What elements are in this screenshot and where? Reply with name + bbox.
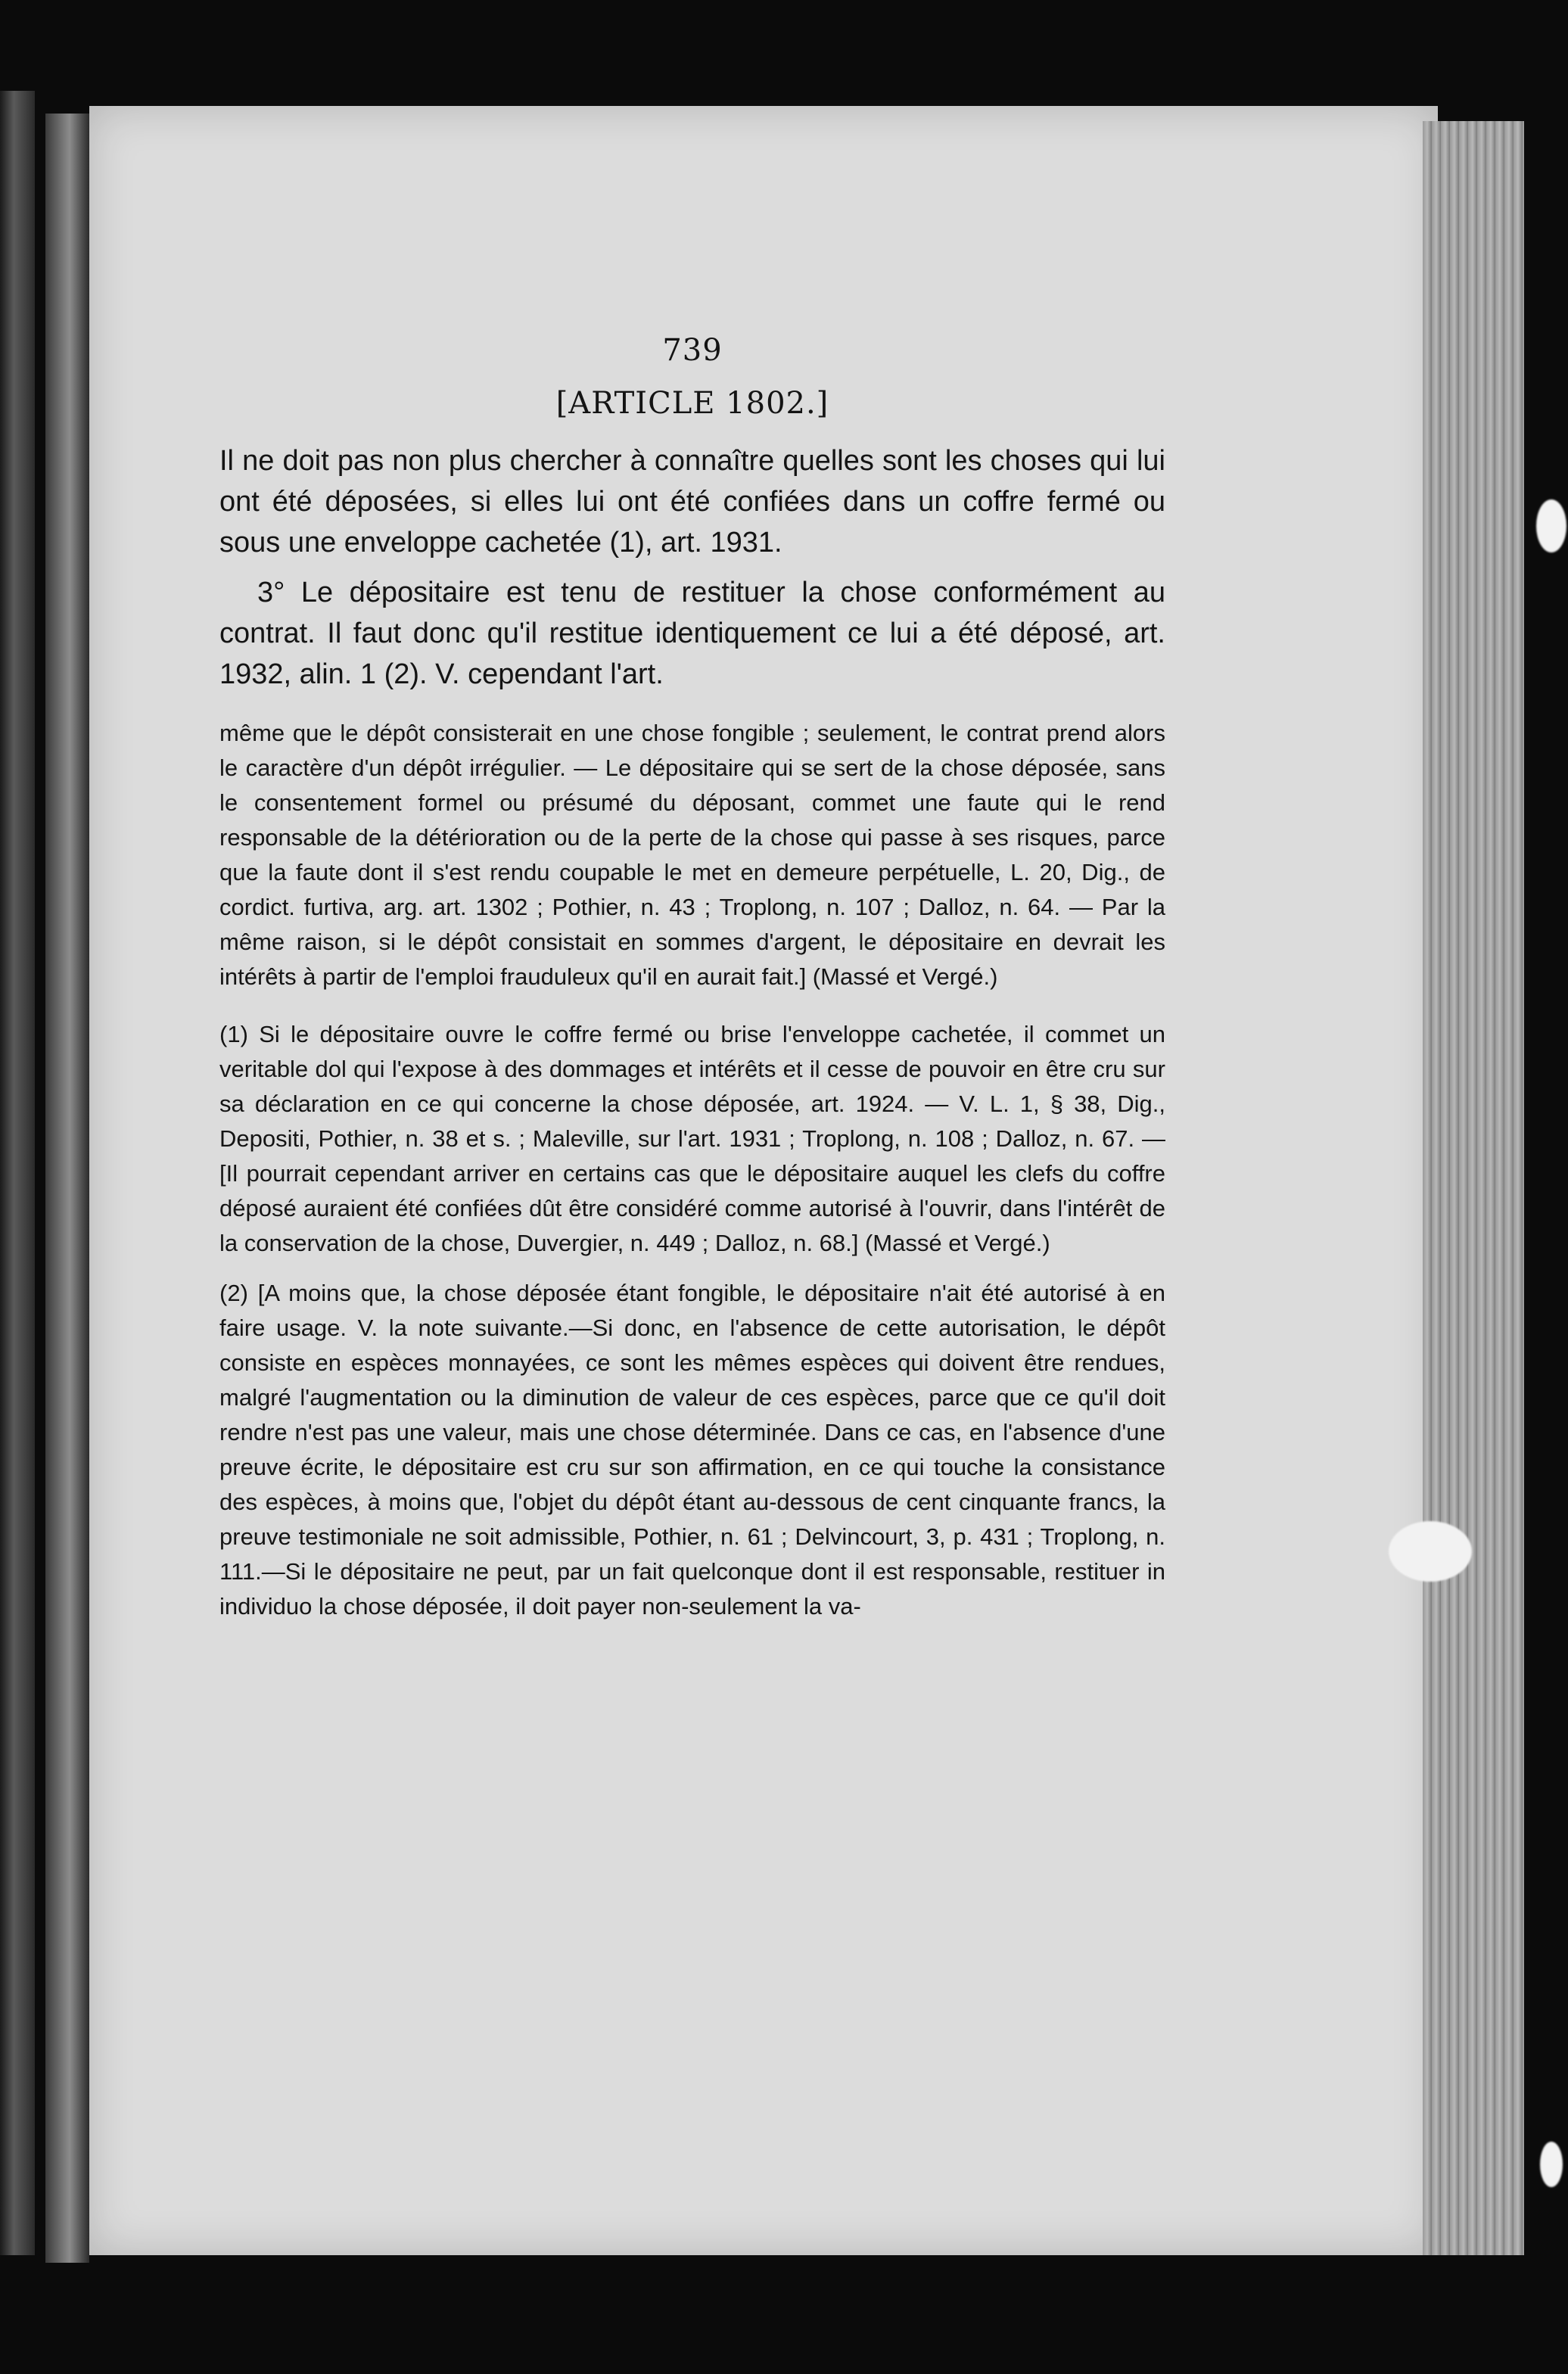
footnote-continuation: même que le dépôt consisterait en une chose fongible ; seulement, le contrat prend alors le caractère d'un dépôt irrégulier. — Le dépositaire qui se sert de la chose déposée, sans le consentement formel ou présumé du déposant, commet une faute qui le rend responsable de la détérioration ou de la perte de la chose qui passe à ses risques, parce que la faute dont il s'est rendu coupable le met en demeure perpétuelle, L. 20, Dig., de cordict. furtiva, arg. art. 1302 ; Pothier, n. 43 ; Troplong, n. 107 ; Dalloz, n. 64. — Par la même raison, si le dépôt consistait en sommes d'argent, le dépositaire en devrait les intérêts à partir de l'emploi frauduleux qu'il en aurait fait.] (Massé et Vergé.) bbox=[219, 720, 1165, 990]
left-page-edge bbox=[45, 114, 89, 2263]
footnotes bbox=[219, 716, 1165, 1624]
article-heading: [ARTICLE 1802.] bbox=[555, 386, 829, 421]
main-paragraph: 3° Le dépositaire est tenu de restituer la chose conformément au contrat. Il faut donc qu'il restitue identiquement ce lui a été déposé, art. 1932, alin. 1 (2). V. cependant l'art. bbox=[219, 577, 1165, 690]
page-content bbox=[219, 333, 1165, 1639]
main-paragraph: Il ne doit pas non plus chercher à connaître quelles sont les choses qui lui ont été déposées, si elles lui ont été confiées dans un coffre fermé ou sous une enveloppe cachetée (1), art. 1931. bbox=[219, 445, 1165, 558]
scan-blemish bbox=[1540, 2142, 1563, 2187]
footnote-1: (1) Si le dépositaire ouvre le coffre fermé ou brise l'enveloppe cachetée, il commet un veritable dol qui l'expose à des dommages et intérêts et il cesse de pouvoir en être cru sur sa déclaration en ce qui concerne la chose déposée, art. 1924. — V. L. 1, § 38, Dig., Depositi, Pothier, n. 38 et s. ; Maleville, sur l'art. 1931 ; Troplong, n. 108 ; Dalloz, n. 67. — [Il pourrait cependant arriver en certains cas que le dépositaire auquel les clefs du coffre déposé auraient été confiées dût être considéré comme autorisé à l'ouvrir, dans l'intérêt de la conservation de la chose, Duvergier, n. 449 ; Dalloz, n. 68.] (Massé et Vergé.) bbox=[219, 1021, 1165, 1256]
footnote-2: (2) [A moins que, la chose déposée étant fongible, le dépositaire n'ait été autorisé à en faire usage. V. la note suivante.—Si donc, en l'absence de cette autorisation, le dépôt consiste en espèces monnayées, ce sont les mêmes espèces qui doivent être rendues, malgré l'augmentation ou la diminution de valeur de ces espèces, parce que ce qu'il doit rendre n'est pas une valeur, mais une chose déterminée. Dans ce cas, en l'absence d'une preuve écrite, le dépositaire est cru sur son affirmation, en ce qui touche la consistance des espèces, à moins que, l'objet du dépôt étant au-dessous de cent cinquante francs, la preuve testimoniale ne soit admissible, Pothier, n. 61 ; Delvincourt, 3, p. 431 ; Troplong, n. 111.—Si le dépositaire ne peut, par un fait quelconque dont il est responsable, restituer in individuo la chose déposée, il doit payer non-seulement la va- bbox=[219, 1280, 1165, 1619]
film-strip-edge bbox=[0, 91, 35, 2255]
scan-blemish bbox=[1389, 1521, 1472, 1582]
main-text bbox=[219, 440, 1165, 695]
scan-blemish bbox=[1536, 499, 1566, 552]
page-stack-edge bbox=[1423, 121, 1524, 2255]
page-number: 739 bbox=[662, 333, 723, 368]
